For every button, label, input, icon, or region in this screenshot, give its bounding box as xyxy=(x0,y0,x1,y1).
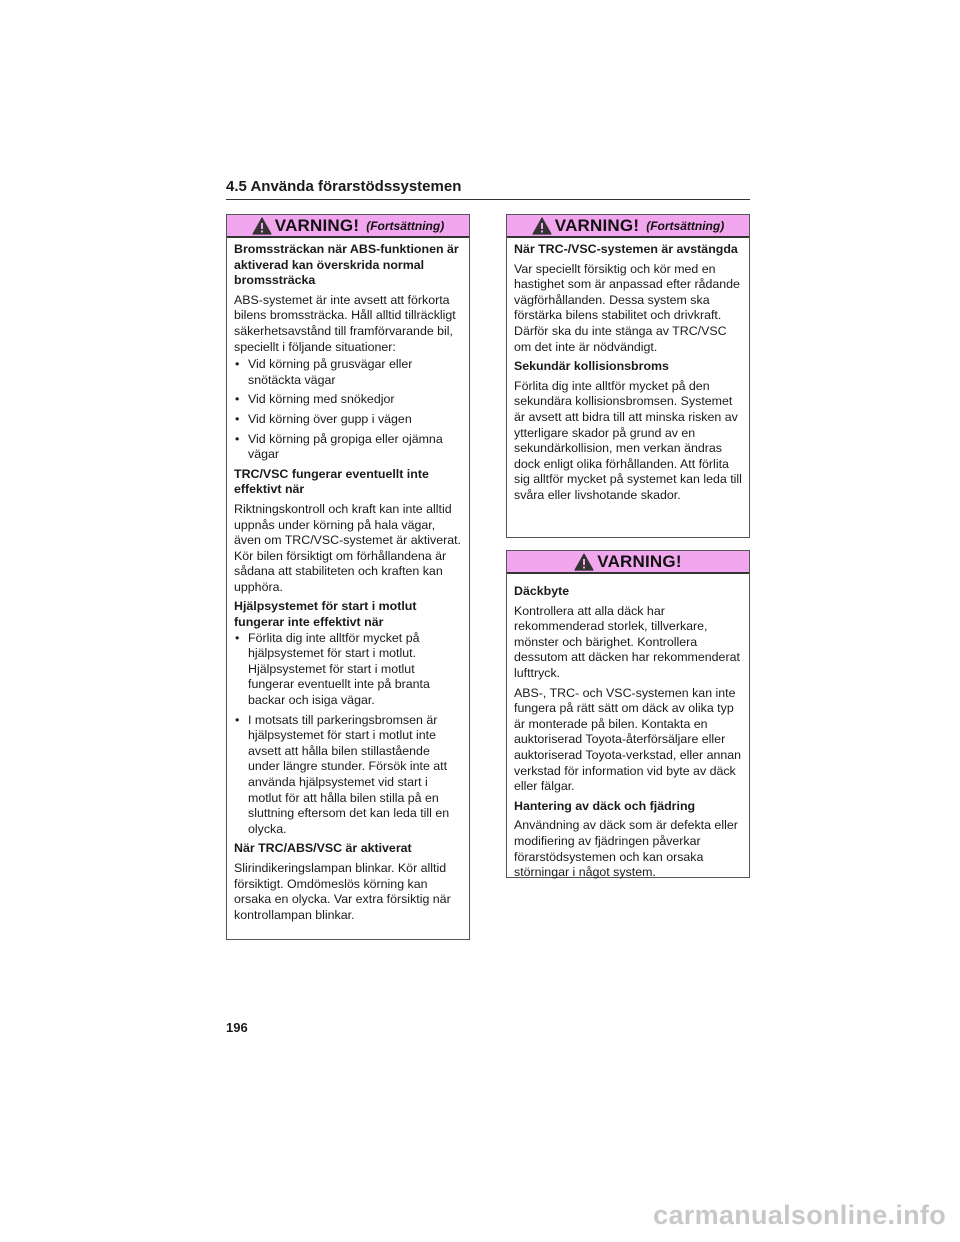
list-item: • Vid körning med snökedjor xyxy=(234,392,462,408)
paragraph: ABS-, TRC- och VSC-systemen kan inte fungera på rätt sätt om däck av olika typ är monterade på bilen. Kontakta en auktoriserad Toyota-återförsäljare eller auktoriserad Toyota-verkstad, eller annan verkstad för information vid byte av däck eller fälgar. xyxy=(514,685,742,794)
paragraph: Var speciellt försiktig och kör med en hastighet som är anpassad efter rådande vägförhållanden. Dessa system ska förstärka bilens stabilitet och drivkraft. Därför ska du inte stänga av TRC/VSC om det inte är nödvändigt. xyxy=(514,261,740,354)
section-header: 4.5 Använda förarstödssystemen xyxy=(226,178,750,200)
warning-title: VARNING! xyxy=(554,215,640,235)
list-item: • Vid körning på grusvägar eller snötäckta vägar xyxy=(234,357,462,388)
warning-title: VARNING! xyxy=(274,215,360,235)
warning-triangle-icon xyxy=(574,553,594,571)
warning-box-left xyxy=(226,214,470,940)
list-item: • I motsats till parkeringsbromsen är hjälpsystemet för start i motlut inte avsett att hålla bilen stillastående under längre stunder. Försök inte att använda hjälpsystemet vid start i motlut för att hålla bilen stilla på en sluttning eftersom det kan leda till en olycka. xyxy=(234,713,462,838)
warning-triangle-icon xyxy=(532,217,552,235)
warning-box-right-1 xyxy=(506,214,750,538)
list-item: • Vid körning på gropiga eller ojämna vägar xyxy=(234,432,462,463)
subheading: Bromssträckan när ABS-funktionen är aktiverad kan överskrida normal bromssträcka xyxy=(234,242,459,288)
warning-header xyxy=(507,551,749,574)
subheading: Hjälpsystemet för start i motlut fungerar inte effektivt när xyxy=(234,599,417,630)
subheading: Däckbyte xyxy=(514,584,570,598)
subheading: Sekundär kollisionsbroms xyxy=(514,359,669,374)
subheading: TRC/VSC fungerar eventuellt inte effektivt när xyxy=(234,466,429,497)
paragraph: ABS-systemet är inte avsett att förkorta bilens bromssträcka. Håll alltid tillräckligt säkerhetsavstånd till framförvarande bil, speciellt i följande situationer: xyxy=(234,292,456,354)
paragraph: Riktningskontroll och kraft kan inte alltid uppnås under körning på hala vägar, även om TRC/VSC-systemet är aktiverat. Kör bilen försiktigt om förhållandena är sådana att stabiliteten och kraften kan upphöra. xyxy=(234,501,462,594)
warning-body xyxy=(227,238,469,935)
warning-box-right-2 xyxy=(506,550,750,878)
subheading: När TRC/ABS/VSC är aktiverat xyxy=(234,841,412,856)
warning-title: VARNING! xyxy=(597,551,682,571)
bullet-list xyxy=(234,631,462,838)
subheading: När TRC-/VSC-systemen är avstängda xyxy=(514,242,738,256)
paragraph: Förlita dig inte alltför mycket på den sekundära kollisionsbromsen. Systemet är avsett att bidra till att minska risken av ytterligare skador på grund av en sekundärkollision, men verkan ändras dock enligt olika förhållanden. Att förlita sig alltför mycket på systemet kan leda till svåra eller livshotande skador. xyxy=(514,378,742,502)
bullet-list xyxy=(234,357,462,463)
warning-header xyxy=(227,215,469,238)
warning-body xyxy=(507,238,749,516)
warning-triangle-icon xyxy=(252,217,272,235)
watermark: carmanualsonline.info xyxy=(653,1200,946,1230)
page-number: 196 xyxy=(226,1020,248,1035)
list-item: • Vid körning över gupp i vägen xyxy=(234,412,462,428)
warning-header xyxy=(507,215,749,238)
continued-label: (Fortsättning) xyxy=(646,218,725,233)
paragraph: Slirindikeringslampan blinkar. Kör alltid försiktigt. Omdömeslös körning kan orsaka en olycka. Var extra försiktig när kontrollampan blinkar. xyxy=(234,860,451,922)
subheading: Hantering av däck och fjädring xyxy=(514,798,696,813)
paragraph: Kontrollera att alla däck har rekommenderad storlek, tillverkare, mönster och bärighet. Kontrollera dessutom att däcken har rekommenderat lufttryck. xyxy=(514,603,740,680)
list-item: • Förlita dig inte alltför mycket på hjälpsystemet för start i motlut. Hjälpsystemet för start i motlut fungerar eventuellt inte på branta backar och isiga vägar. xyxy=(234,631,462,709)
paragraph: Användning av däck som är defekta eller modifiering av fjädringen påverkar förarstödsystemen och kan orsaka störningar i något system. xyxy=(514,818,738,880)
warning-body xyxy=(507,574,749,893)
continued-label: (Fortsättning) xyxy=(366,218,445,233)
